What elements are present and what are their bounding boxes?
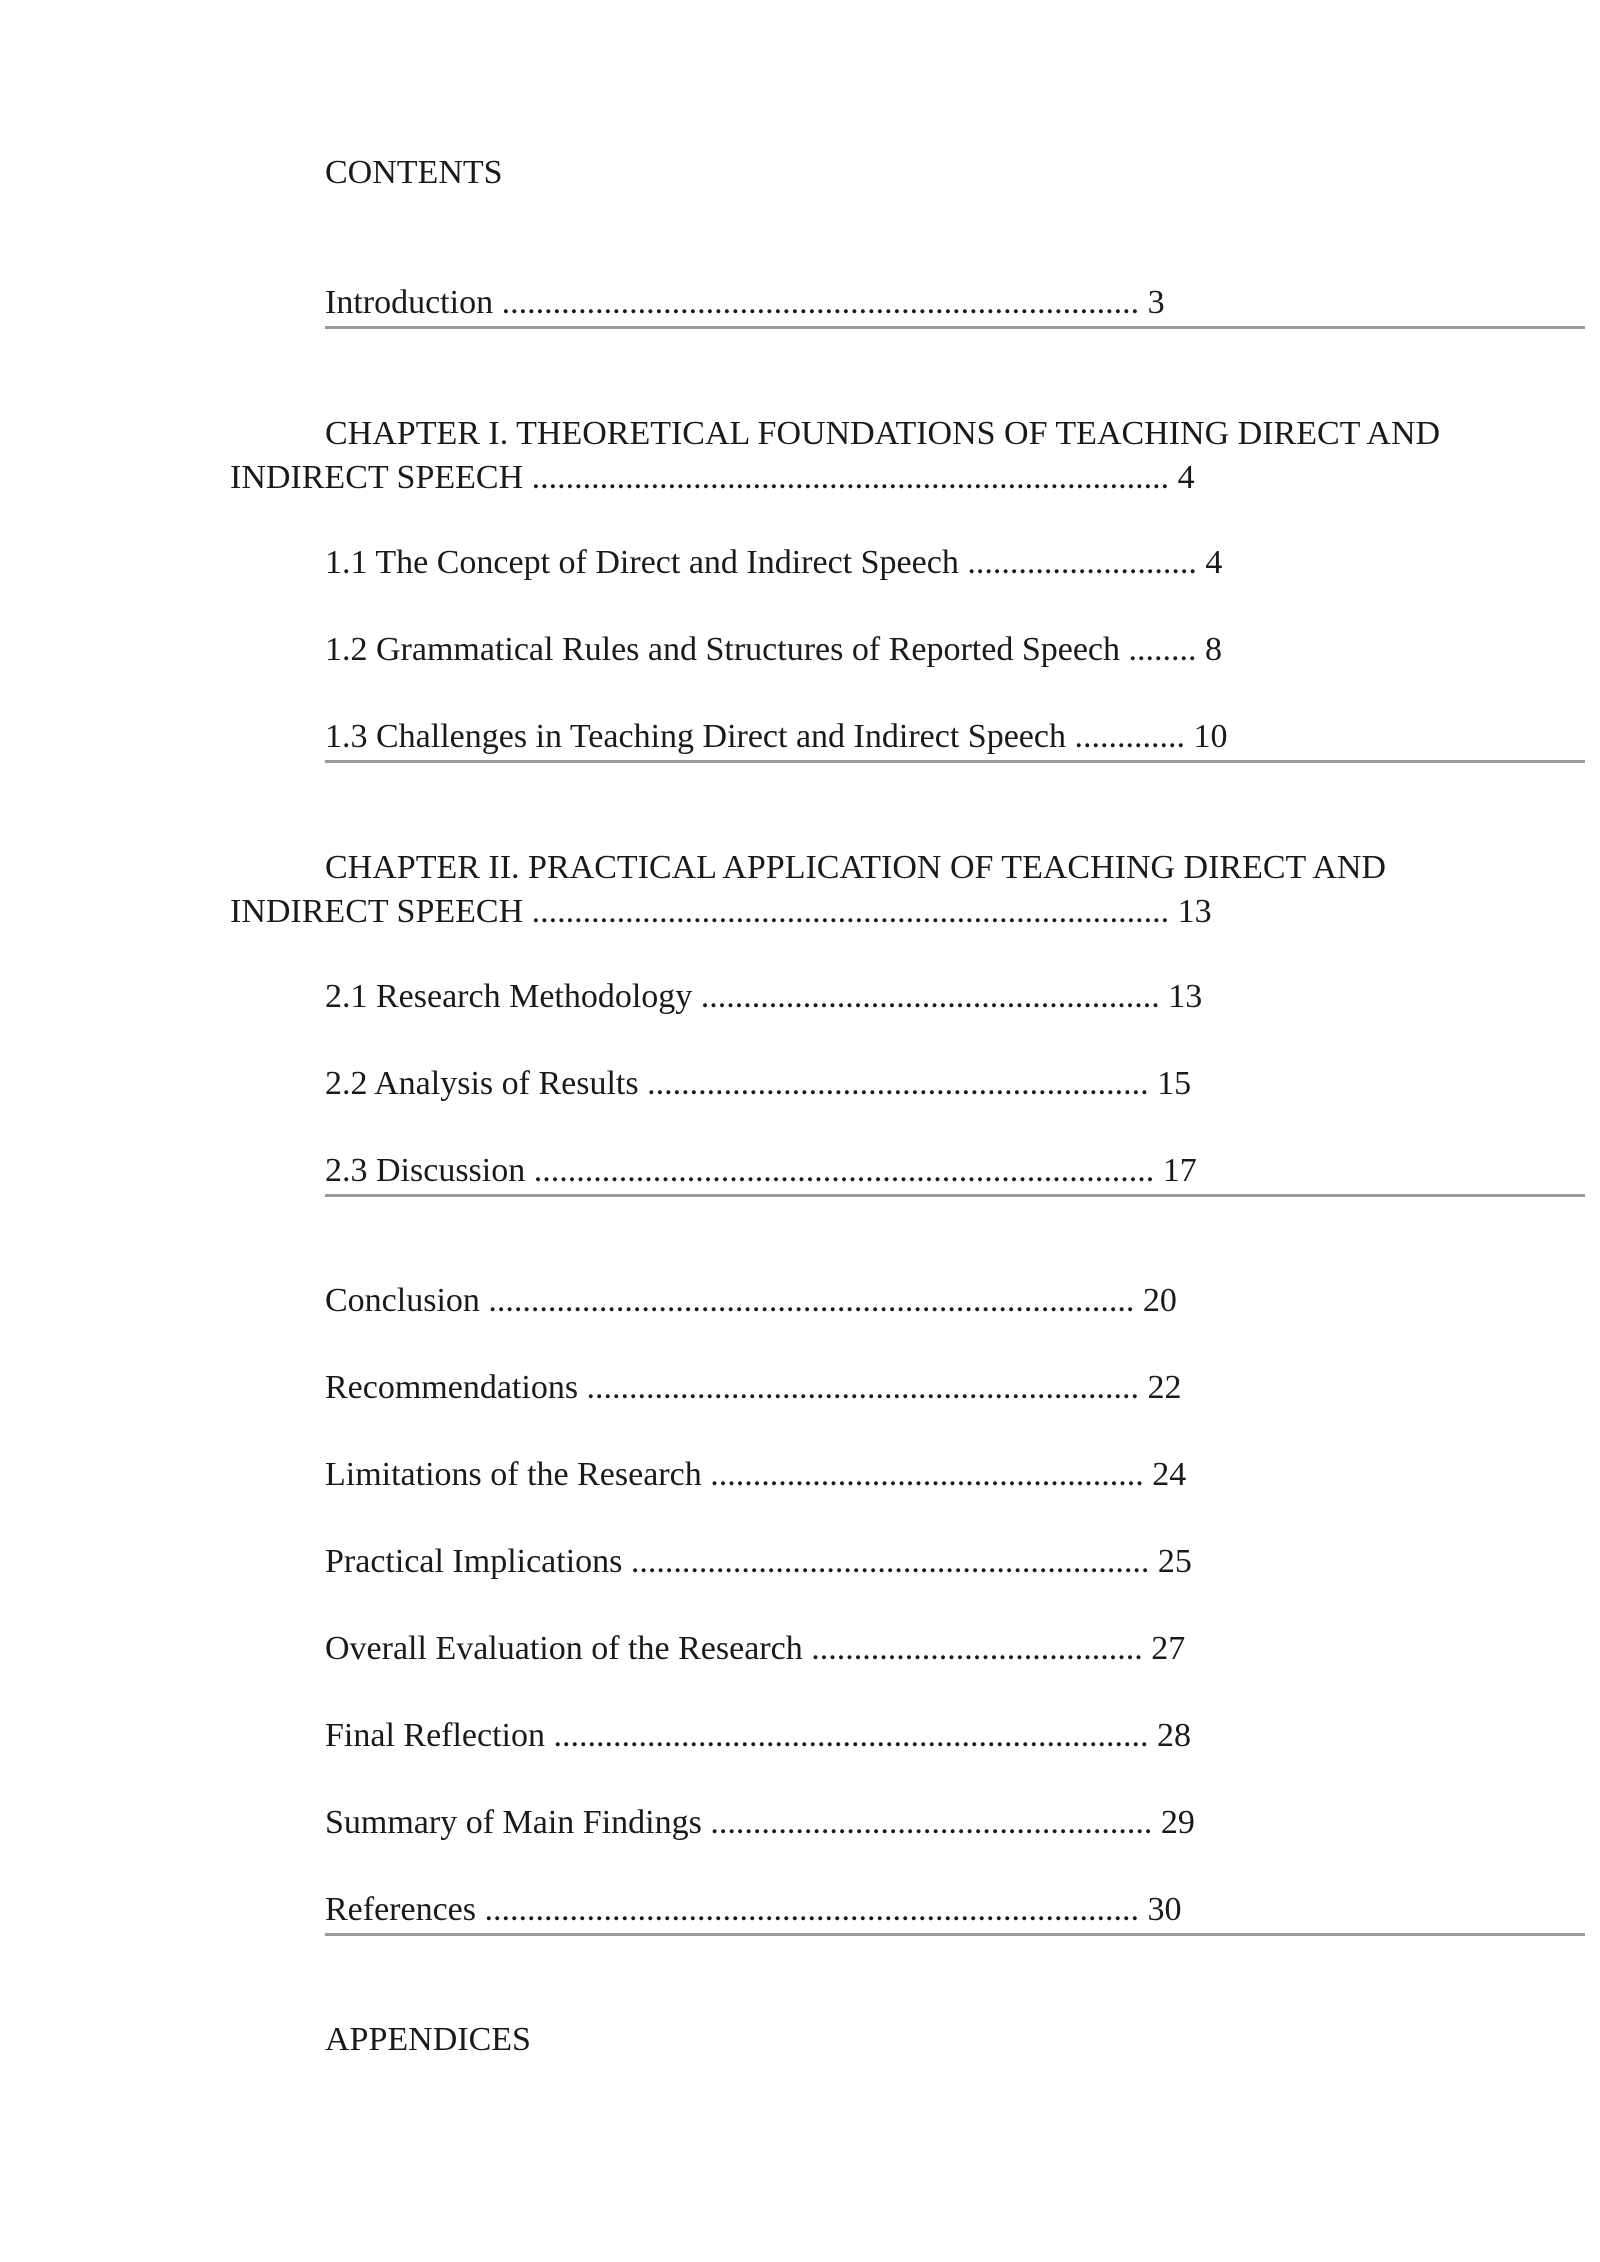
section-rule xyxy=(325,326,1585,329)
toc-chapter-2-heading: CHAPTER II. PRACTICAL APPLICATION OF TEACHING DIRECT AND INDIRECT SPEECH ........................................................................... 13 xyxy=(230,849,1386,930)
toc-entry-limitations: Limitations of the Research ................................................... 24 xyxy=(325,1456,1187,1493)
contents-title: CONTENTS xyxy=(325,154,503,191)
toc-entry-practical-implications: Practical Implications ............................................................. 25 xyxy=(325,1543,1192,1580)
section-rule xyxy=(325,1933,1585,1936)
toc-entry-recommendations: Recommendations ................................................................. 22 xyxy=(325,1369,1182,1406)
toc-entry-final-reflection: Final Reflection ...................................................................... 28 xyxy=(325,1717,1192,1754)
toc-entry-summary: Summary of Main Findings .................................................... 29 xyxy=(325,1804,1195,1841)
toc-entry-2-2: 2.2 Analysis of Results ........................................................... 15 xyxy=(325,1065,1192,1102)
toc-entry-references: References ............................................................................. 30 xyxy=(325,1891,1182,1928)
toc-entry-1-3: 1.3 Challenges in Teaching Direct and Indirect Speech ............. 10 xyxy=(325,718,1228,755)
toc-entry-1-1: 1.1 The Concept of Direct and Indirect Speech ........................... 4 xyxy=(325,544,1223,581)
toc-entry-2-3: 2.3 Discussion ......................................................................... 17 xyxy=(325,1152,1197,1189)
toc-entry-1-2: 1.2 Grammatical Rules and Structures of Reported Speech ........ 8 xyxy=(325,631,1222,668)
toc-entry-conclusion: Conclusion ............................................................................ 20 xyxy=(325,1282,1177,1319)
toc-entry-appendices: APPENDICES xyxy=(325,2021,531,2058)
toc-entry-introduction: Introduction ........................................................................... 3 xyxy=(325,284,1165,321)
section-rule xyxy=(325,1194,1585,1197)
section-rule xyxy=(325,760,1585,763)
toc-chapter-1-heading: CHAPTER I. THEORETICAL FOUNDATIONS OF TEACHING DIRECT AND INDIRECT SPEECH ........................................................................... 4 xyxy=(230,415,1441,496)
toc-entry-overall-evaluation: Overall Evaluation of the Research ....................................... 27 xyxy=(325,1630,1186,1667)
toc-entry-2-1: 2.1 Research Methodology ...................................................... 13 xyxy=(325,978,1203,1015)
